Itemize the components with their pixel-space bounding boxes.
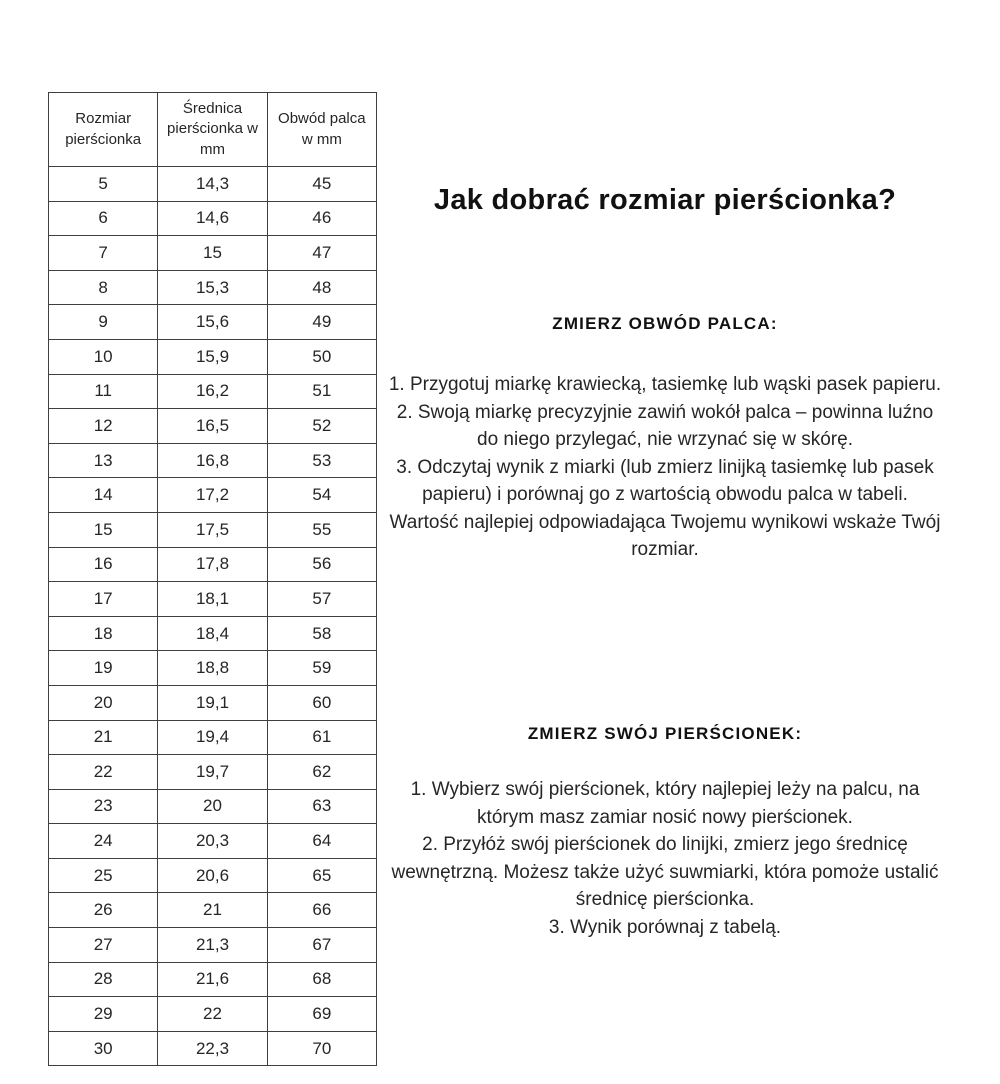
table-row [49, 858, 377, 893]
table-cell: 17,2 [158, 478, 267, 513]
table-row [49, 547, 377, 582]
table-cell: 19,7 [158, 755, 267, 790]
table-row [49, 685, 377, 720]
table-row [49, 720, 377, 755]
table-cell: 10 [49, 339, 158, 374]
table-row [49, 824, 377, 859]
instruction-item: 1. Wybierz swój pierścionek, który najlepiej leży na palcu, na którym masz zamiar nosić nowy pierścionek. [410, 779, 920, 828]
table-cell: 6 [49, 201, 158, 236]
table-row [49, 893, 377, 928]
table-header-cell: Obwód palca w mm [267, 93, 376, 167]
table-cell: 62 [267, 755, 376, 790]
table-cell: 26 [49, 893, 158, 928]
table-cell: 21 [158, 893, 267, 928]
table-cell: 5 [49, 167, 158, 202]
table-cell: 25 [49, 858, 158, 893]
table-cell: 49 [267, 305, 376, 340]
table-row [49, 409, 377, 444]
table-cell: 45 [267, 167, 376, 202]
instructions-measure-finger [385, 371, 945, 564]
table-row [49, 512, 377, 547]
table-cell: 19 [49, 651, 158, 686]
table-row [49, 616, 377, 651]
table-cell: 16,5 [158, 409, 267, 444]
table-cell: 7 [49, 236, 158, 271]
table-cell: 56 [267, 547, 376, 582]
table-row [49, 997, 377, 1032]
table-cell: 61 [267, 720, 376, 755]
table-row [49, 651, 377, 686]
table-cell: 12 [49, 409, 158, 444]
table-cell: 48 [267, 270, 376, 305]
table-cell: 63 [267, 789, 376, 824]
table-header-cell: Średnica pierścionka w mm [158, 93, 267, 167]
table-cell: 46 [267, 201, 376, 236]
table-cell: 53 [267, 443, 376, 478]
table-row [49, 201, 377, 236]
table-cell: 11 [49, 374, 158, 409]
table-cell: 16,8 [158, 443, 267, 478]
table-row [49, 478, 377, 513]
table-cell: 64 [267, 824, 376, 859]
table-cell: 24 [49, 824, 158, 859]
table-cell: 9 [49, 305, 158, 340]
table-cell: 8 [49, 270, 158, 305]
table-row [49, 167, 377, 202]
table-cell: 68 [267, 962, 376, 997]
table-cell: 52 [267, 409, 376, 444]
table-cell: 16 [49, 547, 158, 582]
instruction-item: 2. Przyłóż swój pierścionek do linijki, zmierz jego średnicę wewnętrzną. Możesz także użyć suwmiarki, która pomoże ustalić średnicę pierścionka. [391, 834, 939, 910]
table-row [49, 755, 377, 790]
ring-size-table [48, 92, 377, 1066]
table-cell: 19,1 [158, 685, 267, 720]
table-cell: 21,6 [158, 962, 267, 997]
table-cell: 15,6 [158, 305, 267, 340]
instruction-item: 3. Wynik porównaj z tabelą. [548, 916, 782, 938]
table-cell: 57 [267, 582, 376, 617]
table-cell: 30 [49, 1031, 158, 1066]
table-cell: 29 [49, 997, 158, 1032]
table-header-row [49, 93, 377, 167]
page-title: Jak dobrać rozmiar pierścionka? [433, 184, 897, 217]
table-cell: 54 [267, 478, 376, 513]
table-cell: 23 [49, 789, 158, 824]
table-cell: 66 [267, 893, 376, 928]
table-cell: 15,9 [158, 339, 267, 374]
table-row [49, 339, 377, 374]
section-heading-measure-finger: ZMIERZ OBWÓD PALCA: [552, 314, 778, 333]
table-cell: 27 [49, 928, 158, 963]
table-cell: 14,3 [158, 167, 267, 202]
table-cell: 21,3 [158, 928, 267, 963]
table-cell: 19,4 [158, 720, 267, 755]
table-header-cell: Rozmiar pierścionka [49, 93, 158, 167]
table-cell: 20,3 [158, 824, 267, 859]
table-cell: 22 [158, 997, 267, 1032]
instructions-measure-ring [385, 776, 945, 941]
table-cell: 50 [267, 339, 376, 374]
table-cell: 60 [267, 685, 376, 720]
table-cell: 20 [158, 789, 267, 824]
table-cell: 22 [49, 755, 158, 790]
table-cell: 13 [49, 443, 158, 478]
table-row [49, 789, 377, 824]
table-cell: 17 [49, 582, 158, 617]
instruction-item: 2. Swoją miarkę precyzyjnie zawiń wokół palca – powinna luźno do niego przylegać, nie wrzynać się w skórę. [396, 401, 934, 450]
table-cell: 18,1 [158, 582, 267, 617]
table-cell: 59 [267, 651, 376, 686]
table-cell: 15 [49, 512, 158, 547]
table-row [49, 928, 377, 963]
table-cell: 17,5 [158, 512, 267, 547]
table-row [49, 443, 377, 478]
table-cell: 15 [158, 236, 267, 271]
table-cell: 15,3 [158, 270, 267, 305]
table-cell: 51 [267, 374, 376, 409]
table-cell: 20,6 [158, 858, 267, 893]
table-cell: 14 [49, 478, 158, 513]
table-cell: 20 [49, 685, 158, 720]
instruction-item: 1. Przygotuj miarkę krawiecką, tasiemkę lub wąski pasek papieru. [388, 374, 942, 395]
ring-size-table-head [49, 93, 377, 167]
table-cell: 65 [267, 858, 376, 893]
table-cell: 55 [267, 512, 376, 547]
table-cell: 17,8 [158, 547, 267, 582]
table-cell: 67 [267, 928, 376, 963]
table-cell: 47 [267, 236, 376, 271]
instruction-item: 3. Odczytaj wynik z miarki (lub zmierz linijką tasiemkę lub pasek papieru) i porównaj go z wartością obwodu palca w tabeli. Wartość najlepiej odpowiadająca Twojemu wynikowi wskaże Twój rozmiar. [389, 456, 941, 560]
table-cell: 70 [267, 1031, 376, 1066]
table-row [49, 1031, 377, 1066]
table-cell: 18 [49, 616, 158, 651]
table-cell: 16,2 [158, 374, 267, 409]
size-table-body [49, 167, 377, 1066]
table-row [49, 236, 377, 271]
table-cell: 69 [267, 997, 376, 1032]
table-cell: 18,4 [158, 616, 267, 651]
section-heading-measure-ring: ZMIERZ SWÓJ PIERŚCIONEK: [527, 724, 803, 743]
table-row [49, 374, 377, 409]
table-row [49, 270, 377, 305]
table-cell: 14,6 [158, 201, 267, 236]
table-cell: 18,8 [158, 651, 267, 686]
table-cell: 22,3 [158, 1031, 267, 1066]
table-row [49, 305, 377, 340]
table-row [49, 962, 377, 997]
table-cell: 58 [267, 616, 376, 651]
table-row [49, 582, 377, 617]
table-cell: 28 [49, 962, 158, 997]
table-cell: 21 [49, 720, 158, 755]
